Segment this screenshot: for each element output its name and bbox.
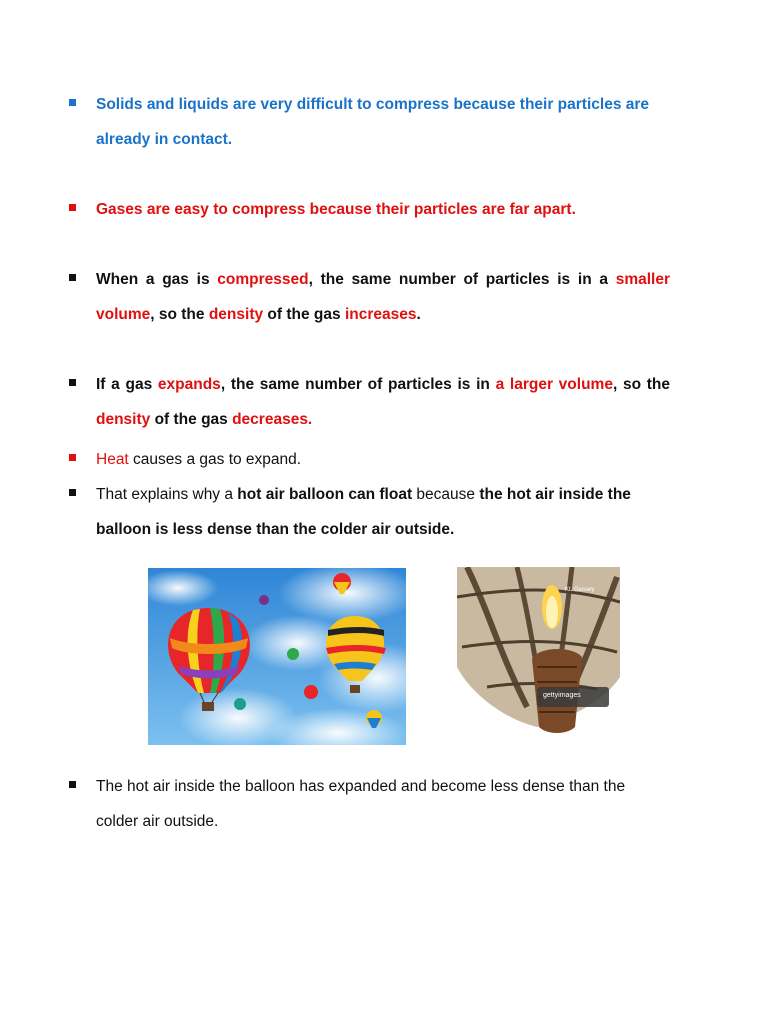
text-segment: , so the bbox=[150, 306, 209, 323]
bullet-gases-compress bbox=[96, 192, 670, 227]
text-segment: of the gas bbox=[263, 306, 345, 323]
bullet-square-icon bbox=[69, 781, 76, 788]
bullet-square-icon bbox=[69, 489, 76, 496]
text-segment: If a gas bbox=[96, 376, 158, 393]
keyword-expands: expands bbox=[157, 376, 221, 393]
text-segment: , so the bbox=[612, 376, 671, 393]
bullet-expands-density bbox=[96, 367, 670, 437]
bold-balloon-float: hot air balloon can float bbox=[237, 486, 413, 503]
text-segment: When a gas is bbox=[96, 271, 218, 288]
keyword-larger-volume: a larger volume bbox=[495, 376, 613, 393]
text-segment: , the same number of particles is in bbox=[220, 376, 496, 393]
keyword-density: density bbox=[208, 306, 264, 323]
keyword-density: density bbox=[96, 411, 151, 428]
bullet-square-icon bbox=[69, 454, 76, 461]
keyword-heat: Heat bbox=[96, 451, 129, 468]
bullet-compressed-density bbox=[96, 262, 670, 332]
bullet-square-icon bbox=[69, 204, 76, 211]
keyword-compressed: compressed bbox=[217, 271, 309, 288]
keyword-decreases: decreases. bbox=[232, 411, 313, 428]
hot-air-balloons-photo bbox=[148, 568, 406, 745]
keyword-increases: increases bbox=[344, 306, 417, 323]
photo-credit: Kt. Gessey bbox=[565, 587, 595, 593]
bullet-heat-expand bbox=[96, 442, 670, 477]
bullet-square-icon bbox=[69, 379, 76, 386]
keyword-smaller-volume: smaller volume bbox=[96, 271, 670, 323]
bullet-text: Solids and liquids are very difficult to compress because their particles are already in contact. bbox=[96, 96, 650, 148]
bullet-text: Gases are easy to compress because their particles are far apart. bbox=[96, 201, 576, 218]
balloon-burner-photo bbox=[457, 567, 620, 737]
text-segment: causes a gas to expand. bbox=[128, 451, 302, 468]
bold-less-dense: the hot air inside the balloon is less dense than the colder air outside. bbox=[96, 486, 631, 538]
bullet-expanded-less-dense bbox=[96, 769, 670, 839]
bullet-square-icon bbox=[69, 99, 76, 106]
bullet-solids-liquids bbox=[96, 87, 670, 157]
bullet-hot-air-balloon bbox=[96, 477, 670, 547]
text-segment: because bbox=[412, 486, 480, 503]
text-segment: , the same number of particles is in a bbox=[308, 271, 616, 288]
getty-watermark: gettyimages bbox=[543, 692, 581, 699]
text-segment: That explains why a bbox=[96, 486, 238, 503]
text-segment: of the gas bbox=[150, 411, 233, 428]
bullet-square-icon bbox=[69, 274, 76, 281]
text-segment: . bbox=[416, 306, 421, 323]
bullet-text: The hot air inside the balloon has expanded and become less dense than the colder air outside. bbox=[96, 778, 626, 830]
